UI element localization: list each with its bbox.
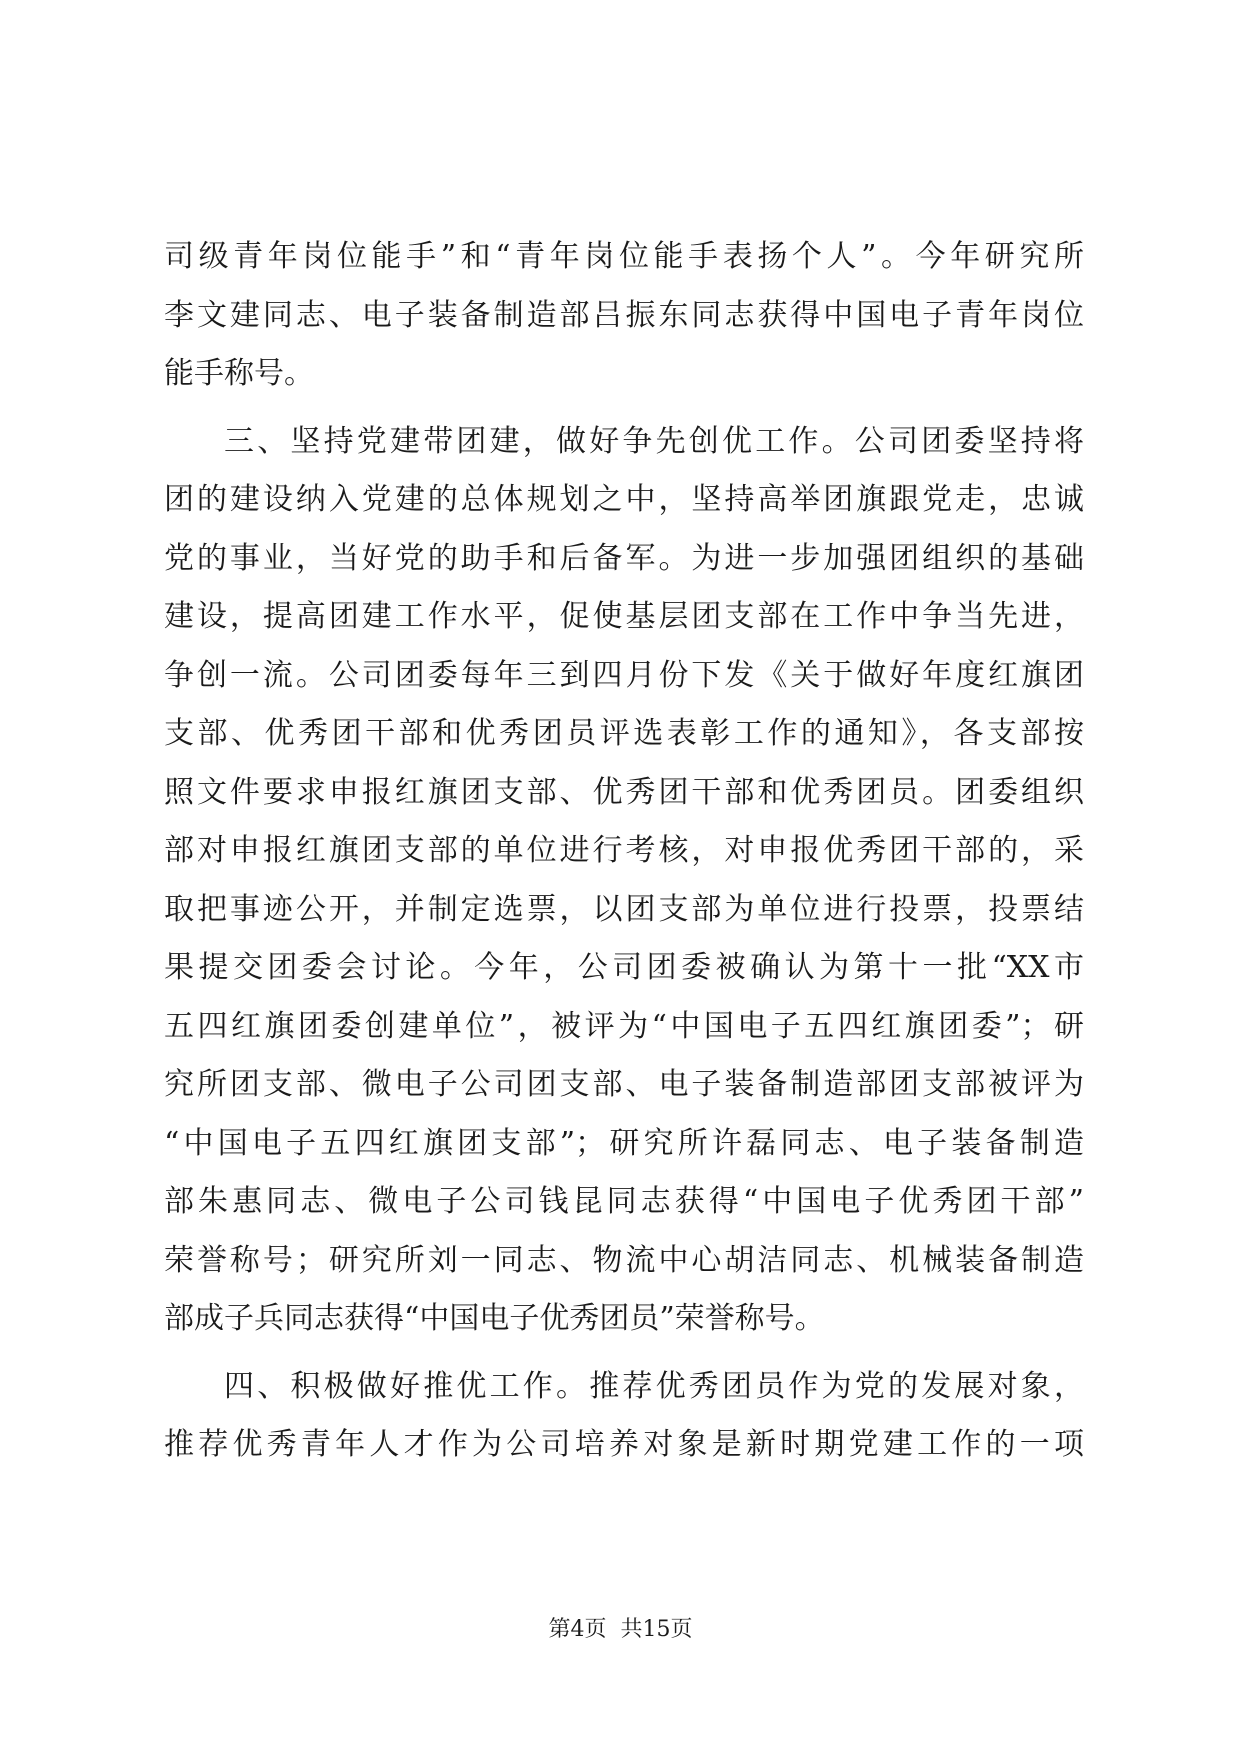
page-number-label: 第4页 共15页	[548, 1617, 693, 1642]
text-line: 荣誉称号；研究所刘一同志、物流中心胡洁同志、机械装备制造	[164, 1242, 1084, 1278]
document-body	[164, 228, 1084, 1475]
text-line: 照文件要求申报红旗团支部、优秀团干部和优秀团员。团委组织	[164, 774, 1084, 810]
paragraph-2	[164, 413, 1084, 1349]
text-line: 推荐优秀青年人才作为公司培养对象是新时期党建工作的一项	[164, 1427, 1084, 1462]
text-line: 争创一流。公司团委每年三到四月份下发《关于做好年度红旗团	[164, 657, 1084, 693]
text-line: “中国电子五四红旗团支部”；研究所许磊同志、电子装备制造	[164, 1125, 1084, 1161]
text-line: 能手称号。	[164, 356, 314, 391]
text-line: 部对申报红旗团支部的单位进行考核，对申报优秀团干部的，采	[164, 833, 1084, 868]
text-line: 团的建设纳入党建的总体规划之中，坚持高举团旗跟党走，忠诚	[164, 482, 1084, 517]
text-line: 李文建同志、电子装备制造部吕振东同志获得中国电子青年岗位	[164, 297, 1084, 333]
paragraph-1	[164, 228, 1084, 404]
text-line: 党的事业，当好党的助手和后备军。为进一步加强团组织的基础	[164, 540, 1084, 576]
page-number-footer	[0, 1612, 1241, 1643]
text-line: 司级青年岗位能手”和“青年岗位能手表扬个人”。今年研究所	[164, 239, 1084, 274]
text-line: 部成子兵同志获得“中国电子优秀团员”荣誉称号。	[164, 1301, 825, 1336]
text-line: 四、积极做好推优工作。推荐优秀团员作为党的发展对象，	[224, 1368, 1084, 1404]
text-line: 五四红旗团委创建单位”，被评为“中国电子五四红旗团委”；研	[164, 1008, 1084, 1044]
text-line: 支部、优秀团干部和优秀团员评选表彰工作的通知》，各支部按	[164, 716, 1084, 751]
text-line: 究所团支部、微电子公司团支部、电子装备制造部团支部被评为	[164, 1067, 1084, 1102]
text-line: 果提交团委会讨论。今年，公司团委被确认为第十一批“XX市	[164, 950, 1084, 985]
paragraph-3	[164, 1358, 1084, 1475]
text-line: 三、坚持党建带团建，做好争先创优工作。公司团委坚持将	[224, 423, 1084, 459]
text-line: 取把事迹公开，并制定选票，以团支部为单位进行投票，投票结	[164, 891, 1084, 927]
text-line: 建设，提高团建工作水平，促使基层团支部在工作中争当先进，	[164, 599, 1084, 634]
text-line: 部朱惠同志、微电子公司钱昆同志获得“中国电子优秀团干部”	[164, 1184, 1084, 1219]
